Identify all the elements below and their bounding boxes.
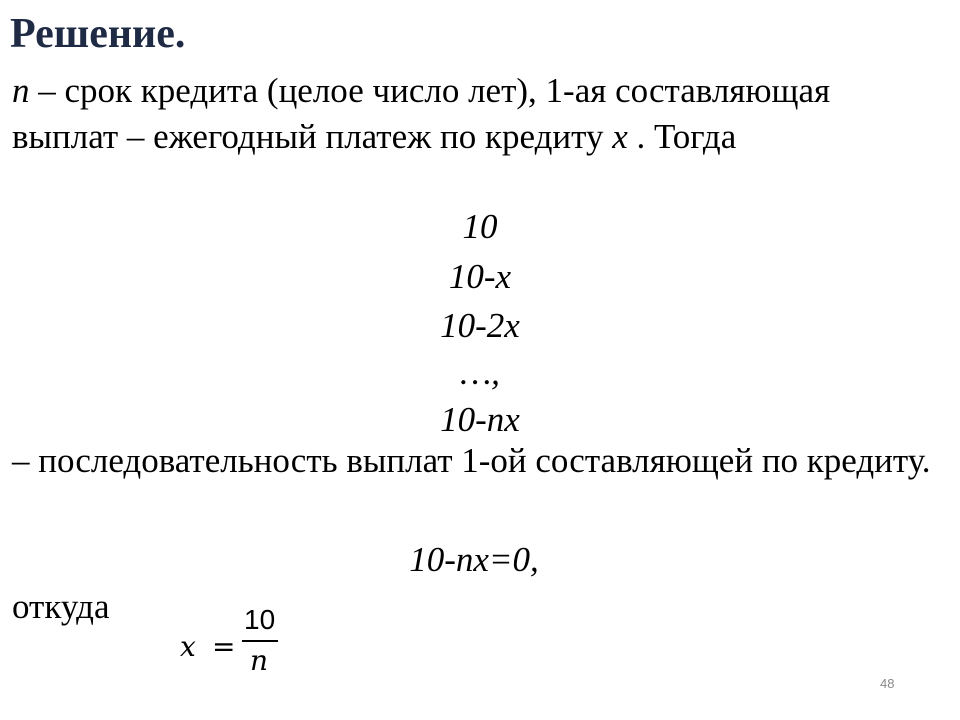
equation: 10-nx=0, — [409, 540, 539, 579]
intro-text-1: – срок кредита (целое число лет), 1-ая составляющая выплат – ежегодный платеж по кредиту — [12, 71, 831, 156]
formula-numerator: 10 — [244, 604, 276, 635]
slide-title: Решение. — [10, 11, 186, 57]
formula-lhs: x — [180, 630, 196, 663]
sequence-ellipsis: …, — [460, 353, 500, 392]
intro-text-2: . Тогда — [627, 117, 737, 156]
sequence-term: 10-nx — [440, 400, 520, 439]
formula-denominator: n — [250, 644, 269, 677]
fraction-bar — [242, 640, 278, 642]
intro-paragraph — [12, 68, 942, 160]
sequence-term: 10-x — [448, 257, 512, 296]
var-x: x — [612, 117, 628, 156]
var-n: n — [12, 71, 30, 110]
whence-text: откуда — [12, 587, 110, 626]
page-number: 48 — [880, 676, 895, 691]
sequence-term: 10-2x — [440, 306, 520, 345]
formula-equals: = — [212, 630, 236, 663]
sequence-term: 10 — [462, 207, 498, 246]
sequence-description: – последовательность выплат 1-ой составляющей по кредиту. — [12, 441, 931, 480]
